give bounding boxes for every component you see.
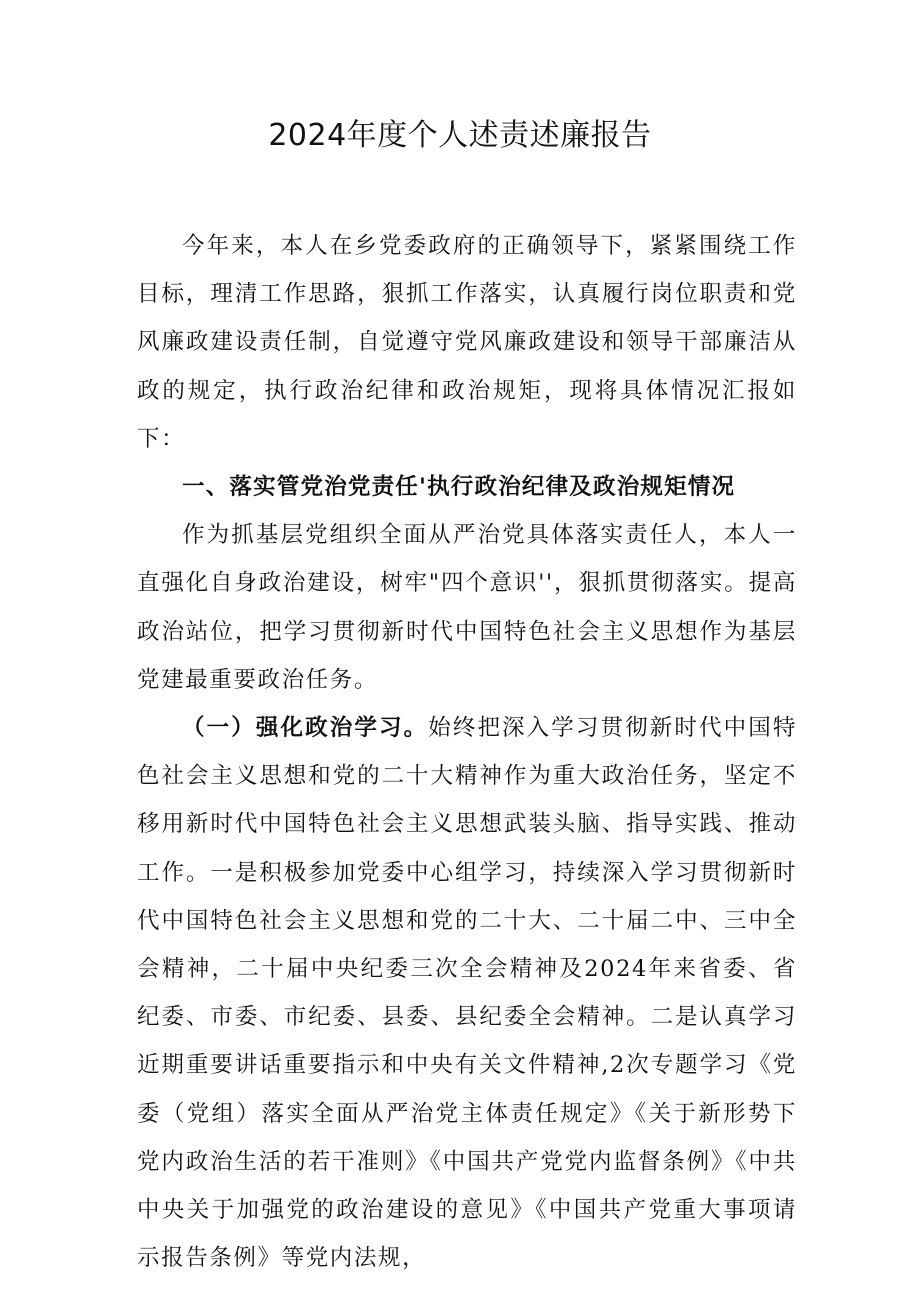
- subsection-1-lead: （一）强化政治学习。: [182, 715, 429, 742]
- subsection-1-body: 始终把深入学习贯彻新时代中国特色社会主义思想和党的二十大精神作为重大政治任务，坚定不移用新时代中国特色社会主义思想武装头脑、指导实践、推动工作。一是积极参加党委中心组学习，持续深入学习贯彻新时代中国特色社会主义思想和党的二十大、二十届二中、三中全会精神，二十届中央纪委三次全会精神及2024年来省委、省纪委、市委、市纪委、县委、县纪委全会精神。二是认真学习近期重要讲话重要指示和中央有关文件精神,2次专题学习《党委（党组）落实全面从严治党主体责任规定》《关于新形势下党内政治生活的若干准则》《中国共产党党内监督条例》《中共中央关于加强党的政治建设的意见》《中国共产党重大事项请示报告条例》等党内法规，: [137, 715, 797, 1272]
- section-heading-1: 一、落实管党治党责任'执行政治纪律及政治规矩情况: [182, 474, 736, 501]
- document-title: 2024年度个人述责述廉报告: [268, 118, 652, 153]
- subsection-1-paragraph: [137, 704, 797, 1282]
- intro-paragraph: 今年来，本人在乡党委政府的正确领导下，紧紧围绕工作目标，理清工作思路，狠抓工作落实，认真履行岗位职责和党风廉政建设责任制，自觉遵守党风廉政建设和领导干部廉洁从政的规定，执行政治纪律和政治规矩，现将具体情况汇报如下：: [137, 233, 797, 452]
- document-body: [137, 222, 797, 1282]
- section-1-paragraph: 作为抓基层党组织全面从严治党具体落实责任人，本人一直强化自身政治建设，树牢"四个意识''，狠抓贯彻落实。提高政治站位，把学习贯彻新时代中国特色社会主义思想作为基层党建最重要政治任务。: [137, 522, 797, 693]
